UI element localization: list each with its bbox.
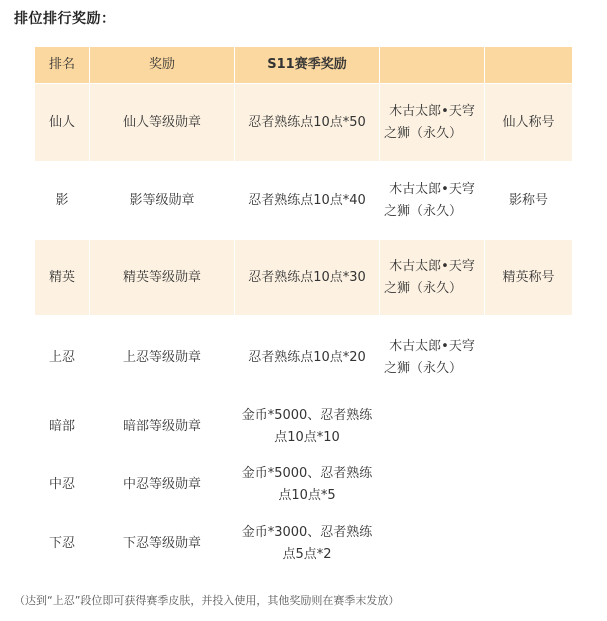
season-reward-cell: 忍者熟练点10点*30 bbox=[235, 240, 380, 316]
season-reward-cell: 金币*5000、忍者熟练点10点*10 bbox=[235, 400, 380, 454]
table-row bbox=[35, 240, 573, 316]
rank-cell: 影 bbox=[35, 162, 90, 240]
reward-table bbox=[34, 46, 573, 572]
season-reward-cell: 金币*5000、忍者熟练点10点*5 bbox=[235, 454, 380, 516]
reward-cell: 精英等级勋章 bbox=[90, 240, 235, 316]
table-row bbox=[35, 84, 573, 162]
extra-reward-cell bbox=[380, 516, 485, 572]
rank-cell: 中忍 bbox=[35, 454, 90, 516]
reward-cell: 上忍等级勋章 bbox=[90, 316, 235, 400]
rank-cell: 下忍 bbox=[35, 516, 90, 572]
season-reward-cell: 忍者熟练点10点*50 bbox=[235, 84, 380, 162]
table-row bbox=[35, 454, 573, 516]
title-reward-cell bbox=[485, 454, 573, 516]
title-reward-cell bbox=[485, 316, 573, 400]
extra-reward-cell: 木古太郎•天穹之狮（永久） bbox=[380, 162, 485, 240]
title-reward-cell bbox=[485, 516, 573, 572]
header-season-reward: S11赛季奖励 bbox=[235, 47, 380, 84]
table-row bbox=[35, 316, 573, 400]
reward-cell: 暗部等级勋章 bbox=[90, 400, 235, 454]
header-empty-2 bbox=[485, 47, 573, 84]
rank-cell: 暗部 bbox=[35, 400, 90, 454]
season-reward-cell: 忍者熟练点10点*20 bbox=[235, 316, 380, 400]
extra-reward-cell: 木古太郎•天穹之狮（永久） bbox=[380, 240, 485, 316]
reward-cell: 仙人等级勋章 bbox=[90, 84, 235, 162]
reward-cell: 影等级勋章 bbox=[90, 162, 235, 240]
table-row bbox=[35, 400, 573, 454]
title-reward-cell: 影称号 bbox=[485, 162, 573, 240]
rank-cell: 精英 bbox=[35, 240, 90, 316]
rank-cell: 仙人 bbox=[35, 84, 90, 162]
header-rank: 排名 bbox=[35, 47, 90, 84]
page-title: 排位排行奖励： bbox=[14, 11, 116, 27]
title-reward-cell: 精英称号 bbox=[485, 240, 573, 316]
rank-cell: 上忍 bbox=[35, 316, 90, 400]
season-reward-cell: 忍者熟练点10点*40 bbox=[235, 162, 380, 240]
table-row bbox=[35, 516, 573, 572]
table-row bbox=[35, 162, 573, 240]
header-reward: 奖励 bbox=[90, 47, 235, 84]
header-empty-1 bbox=[380, 47, 485, 84]
reward-cell: 中忍等级勋章 bbox=[90, 454, 235, 516]
table-header-row bbox=[35, 47, 573, 84]
season-reward-cell: 金币*3000、忍者熟练点5点*2 bbox=[235, 516, 380, 572]
extra-reward-cell: 木古太郎•天穹之狮（永久） bbox=[380, 316, 485, 400]
extra-reward-cell bbox=[380, 400, 485, 454]
extra-reward-cell: 木古太郎•天穹之狮（永久） bbox=[380, 84, 485, 162]
reward-cell: 下忍等级勋章 bbox=[90, 516, 235, 572]
footnote: （达到“上忍”段位即可获得赛季皮肤，并投入使用，其他奖励则在赛季末发放） bbox=[14, 594, 400, 607]
extra-reward-cell bbox=[380, 454, 485, 516]
title-reward-cell: 仙人称号 bbox=[485, 84, 573, 162]
title-reward-cell bbox=[485, 400, 573, 454]
